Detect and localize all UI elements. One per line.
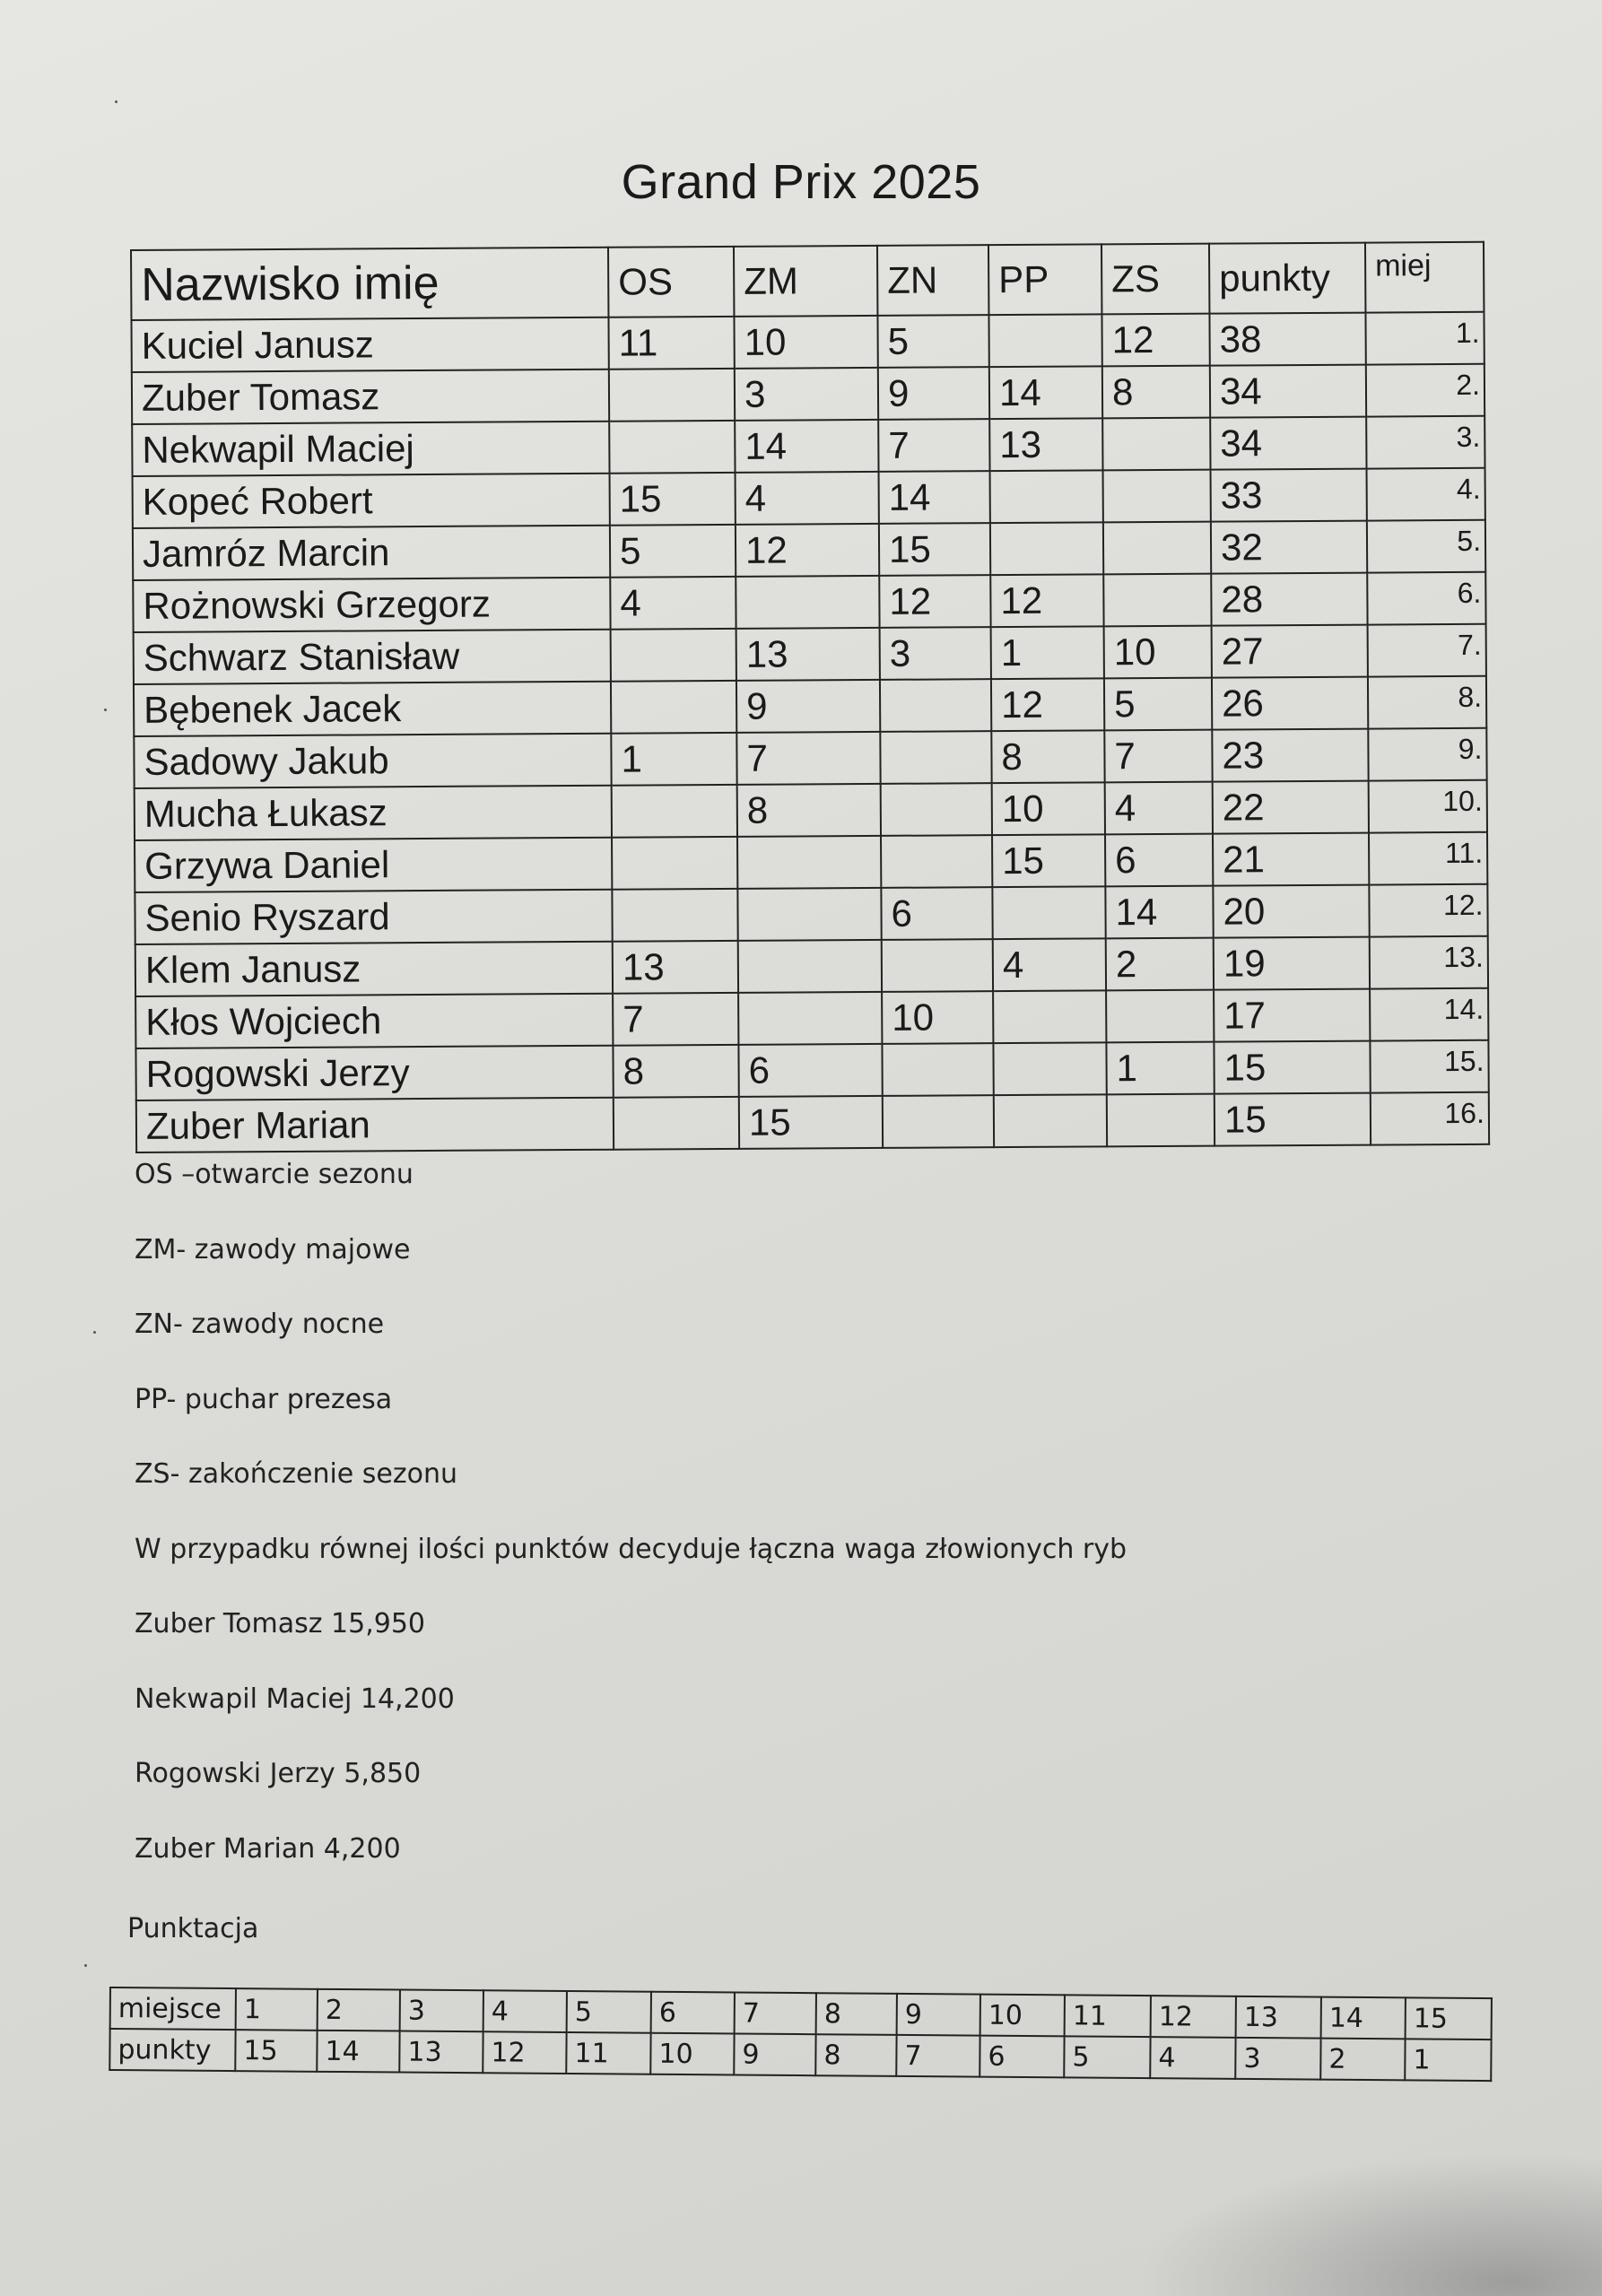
cell-zs: 1: [1106, 1042, 1214, 1095]
header-name: Nazwisko imię: [131, 248, 608, 320]
cell-os: [612, 785, 737, 838]
cell-zs: [1107, 1094, 1215, 1147]
cell-pp: 1: [991, 626, 1104, 679]
results-body: [131, 312, 1489, 1152]
cell-zn: 9: [878, 367, 989, 420]
cell-zm: 15: [739, 1096, 883, 1149]
cell-zm: 12: [736, 524, 879, 577]
photo-shadow: [1136, 2152, 1602, 2296]
cell-miej: 8.: [1368, 676, 1486, 729]
cell-miej: 4.: [1367, 468, 1485, 521]
cell-name: Sadowy Jakub: [134, 734, 611, 788]
cell-zm: [738, 992, 882, 1045]
cell-pp: [992, 886, 1105, 939]
scoring-points-cell: 12: [483, 2031, 566, 2074]
legend-line: PP- puchar prezesa: [135, 1383, 393, 1415]
cell-zn: 14: [879, 471, 990, 524]
cell-punkty: 20: [1213, 885, 1369, 938]
cell-punkty: 21: [1213, 833, 1369, 886]
cell-name: Kłos Wojciech: [135, 994, 613, 1048]
cell-miej: 14.: [1370, 988, 1488, 1041]
cell-name: Grzywa Daniel: [135, 838, 612, 892]
cell-name: Zuber Marian: [136, 1098, 614, 1152]
table-row: [134, 624, 1486, 684]
cell-pp: [993, 990, 1106, 1043]
page-title: Grand Prix 2025: [621, 155, 981, 209]
cell-punkty: 34: [1210, 365, 1366, 418]
scoring-place-cell: 9: [897, 1994, 980, 2036]
cell-zm: 7: [736, 732, 880, 785]
cell-os: 8: [613, 1045, 738, 1098]
cell-punkty: 28: [1211, 573, 1367, 626]
cell-zs: 8: [1102, 366, 1210, 419]
cell-pp: 13: [989, 418, 1102, 471]
scoring-place-cell: 13: [1236, 1996, 1321, 2039]
cell-zs: 7: [1104, 730, 1212, 783]
results-header-row: [131, 242, 1484, 320]
cell-miej: 13.: [1370, 936, 1488, 989]
cell-punkty: 33: [1211, 469, 1367, 522]
cell-os: 11: [608, 317, 734, 370]
cell-punkty: 15: [1215, 1093, 1371, 1146]
cell-os: 5: [610, 525, 736, 578]
cell-zn: 10: [882, 991, 993, 1044]
scoring-points-cell: 11: [566, 2032, 650, 2074]
cell-zm: [737, 836, 881, 889]
legend-line: ZS- zakończenie sezonu: [135, 1458, 458, 1490]
scoring-points-cell: 14: [317, 2031, 399, 2073]
cell-zn: 12: [879, 575, 990, 628]
cell-name: Nekwapil Maciej: [132, 422, 609, 476]
scoring-points-cell: 4: [1150, 2037, 1235, 2079]
results-table: [130, 241, 1490, 1153]
cell-zn: [881, 835, 992, 888]
cell-miej: 5.: [1367, 520, 1485, 573]
cell-zn: 7: [878, 419, 989, 472]
scoring-points-cell: 9: [734, 2033, 815, 2075]
cell-pp: [994, 1094, 1107, 1147]
cell-name: Jamróz Marcin: [133, 526, 610, 580]
table-row: [136, 1092, 1489, 1152]
cell-name: Zuber Tomasz: [132, 370, 609, 424]
cell-punkty: 32: [1211, 521, 1367, 574]
cell-name: Rogowski Jerzy: [135, 1046, 613, 1100]
scoring-place-cell: 14: [1321, 1997, 1406, 2039]
cell-pp: 12: [990, 574, 1103, 627]
paper-speck: [104, 709, 107, 711]
cell-zn: [880, 731, 991, 784]
legend-line: OS –otwarcie sezonu: [135, 1159, 414, 1190]
cell-zm: 6: [738, 1044, 882, 1097]
cell-punkty: 34: [1210, 417, 1366, 470]
table-row: [133, 520, 1485, 580]
cell-os: 4: [610, 577, 736, 630]
cell-zs: 6: [1105, 834, 1213, 887]
cell-miej: 3.: [1366, 416, 1484, 469]
scoring-points-cell: 6: [979, 2036, 1064, 2078]
cell-zm: 3: [735, 368, 878, 421]
cell-miej: 15.: [1370, 1040, 1488, 1093]
scoring-place-cell: 10: [980, 1995, 1065, 2037]
cell-zn: [883, 1095, 994, 1148]
cell-zm: 9: [736, 680, 880, 733]
cell-zn: 6: [881, 887, 992, 940]
table-row: [133, 468, 1485, 528]
legend: [135, 1157, 1127, 1906]
header-pp: PP: [988, 244, 1101, 315]
cell-zs: 2: [1106, 938, 1214, 991]
cell-os: [612, 837, 737, 890]
legend-line: ZN- zawody nocne: [135, 1309, 385, 1340]
cell-miej: 7.: [1368, 624, 1486, 677]
cell-punkty: 15: [1214, 1041, 1370, 1094]
cell-os: [614, 1097, 739, 1150]
table-row: [134, 728, 1486, 788]
paper-speck: [115, 100, 118, 103]
cell-pp: 4: [993, 938, 1106, 991]
cell-zs: [1103, 574, 1211, 627]
scoring-place-cell: 11: [1065, 1995, 1151, 2037]
cell-zs: [1103, 470, 1211, 523]
table-row: [135, 1040, 1488, 1100]
cell-zs: 14: [1105, 886, 1213, 939]
header-punkty: punkty: [1209, 243, 1365, 314]
cell-zn: [880, 679, 991, 732]
cell-pp: 12: [991, 678, 1104, 731]
cell-punkty: 17: [1214, 989, 1370, 1042]
table-row: [135, 780, 1487, 840]
cell-name: Bębenek Jacek: [134, 682, 611, 736]
cell-name: Kuciel Janusz: [131, 317, 608, 372]
cell-os: [611, 681, 736, 734]
legend-line: Zuber Tomasz 15,950: [135, 1608, 426, 1639]
cell-zs: 5: [1104, 678, 1212, 731]
scoring-place-cell: 6: [651, 1992, 735, 2034]
cell-pp: 10: [992, 782, 1105, 835]
cell-os: [612, 889, 737, 942]
cell-miej: 10.: [1369, 780, 1487, 833]
scoring-points-cell: 2: [1320, 2039, 1405, 2081]
table-row: [132, 416, 1484, 476]
legend-line: Zuber Marian 4,200: [135, 1832, 401, 1865]
cell-zm: 10: [734, 316, 877, 369]
scoring-place-cell: 7: [735, 1992, 816, 2034]
table-row: [132, 364, 1484, 424]
cell-zm: [738, 940, 882, 993]
scoring-place-cell: 1: [236, 1988, 318, 2031]
cell-os: 1: [611, 733, 736, 786]
scoring-table: [109, 1987, 1493, 2082]
cell-zn: 5: [877, 315, 988, 368]
cell-zm: 4: [736, 472, 879, 525]
table-row: [135, 884, 1487, 944]
cell-miej: 12.: [1369, 884, 1487, 937]
cell-os: [609, 421, 735, 474]
cell-miej: 1.: [1365, 312, 1484, 365]
scoring-place-cell: 12: [1151, 1996, 1236, 2038]
header-zn: ZN: [877, 245, 988, 316]
scoring-points-cell: 10: [650, 2033, 734, 2075]
scoring-label-punkty: punkty: [109, 2029, 235, 2071]
cell-pp: [988, 314, 1101, 367]
scoring-place-cell: 15: [1406, 1997, 1492, 2039]
header-zm: ZM: [734, 246, 877, 317]
scoring-points-cell: 5: [1064, 2036, 1150, 2078]
cell-pp: [990, 522, 1103, 575]
legend-line: Nekwapil Maciej 14,200: [135, 1683, 455, 1715]
cell-zm: [737, 888, 881, 941]
paper-speck: [84, 1964, 87, 1967]
cell-pp: [990, 470, 1103, 523]
scoring-place-cell: 8: [816, 1993, 897, 2035]
cell-os: [611, 629, 736, 682]
cell-zn: 15: [879, 523, 990, 576]
scoring-points-cell: 8: [815, 2034, 896, 2076]
cell-zs: 10: [1104, 626, 1212, 679]
cell-punkty: 38: [1209, 313, 1365, 366]
table-row: [133, 572, 1485, 632]
table-row: [134, 676, 1486, 736]
scoring-label-miejsce: miejsce: [110, 1987, 236, 2030]
cell-zs: [1103, 522, 1211, 575]
cell-zn: [881, 783, 992, 836]
cell-os: 13: [613, 941, 738, 994]
cell-pp: 15: [992, 834, 1105, 887]
cell-zs: [1106, 990, 1214, 1043]
cell-miej: 6.: [1367, 572, 1485, 625]
header-zs: ZS: [1101, 244, 1209, 315]
cell-zm: 14: [735, 420, 878, 473]
scoring-place-cell: 4: [483, 1990, 567, 2032]
cell-punkty: 27: [1212, 625, 1368, 678]
cell-zs: [1102, 418, 1210, 471]
cell-pp: 8: [991, 730, 1104, 783]
table-row: [131, 312, 1484, 372]
cell-name: Schwarz Stanisław: [134, 630, 611, 684]
table-row: [135, 988, 1488, 1048]
cell-zn: 3: [880, 627, 991, 680]
cell-zm: 8: [737, 784, 881, 837]
cell-punkty: 19: [1214, 937, 1370, 990]
cell-name: Senio Ryszard: [135, 890, 612, 944]
scoring-points-cell: 13: [399, 2031, 483, 2074]
table-row: [135, 936, 1488, 996]
cell-os: 15: [610, 473, 736, 526]
scoring-place-cell: 2: [318, 1989, 400, 2031]
cell-zs: 4: [1105, 782, 1213, 835]
cell-pp: 14: [989, 366, 1102, 419]
legend-line: Rogowski Jerzy 5,850: [135, 1758, 422, 1789]
cell-miej: 16.: [1371, 1092, 1489, 1145]
cell-zn: [882, 1043, 993, 1096]
cell-os: 7: [613, 993, 738, 1046]
cell-punkty: 22: [1213, 781, 1369, 834]
scoring-points-cell: 7: [896, 2035, 979, 2077]
cell-name: Mucha Łukasz: [135, 786, 612, 840]
punktacja-label: Punktacja: [127, 1913, 259, 1944]
cell-zm: 13: [736, 628, 880, 681]
paper-speck: [93, 1331, 96, 1334]
scoring-place-cell: 5: [567, 1991, 651, 2033]
scoring-points-cell: 3: [1235, 2038, 1320, 2080]
cell-name: Rożnowski Grzegorz: [133, 578, 610, 632]
scoring-points-cell: 15: [235, 2030, 317, 2072]
cell-name: Klem Janusz: [135, 942, 613, 996]
cell-miej: 9.: [1368, 728, 1486, 781]
table-row: [135, 832, 1487, 892]
cell-miej: 2.: [1366, 364, 1484, 417]
cell-name: Kopeć Robert: [133, 474, 610, 528]
cell-punkty: 26: [1212, 677, 1368, 730]
cell-miej: 11.: [1369, 832, 1487, 885]
cell-punkty: 23: [1212, 729, 1368, 782]
cell-pp: [993, 1042, 1106, 1095]
header-os: OS: [608, 247, 734, 317]
cell-os: [609, 369, 735, 422]
header-miej: miej: [1365, 242, 1484, 313]
cell-zm: [736, 576, 879, 629]
legend-line: W przypadku równej ilości punktów decyduje łączna waga złowionych ryb: [135, 1533, 1127, 1565]
scoring-place-cell: 3: [400, 1990, 483, 2032]
cell-zs: 12: [1101, 314, 1209, 367]
cell-zn: [882, 939, 993, 992]
scoring-points-cell: 1: [1405, 2039, 1491, 2081]
legend-line: ZM- zawody majowe: [135, 1233, 411, 1265]
